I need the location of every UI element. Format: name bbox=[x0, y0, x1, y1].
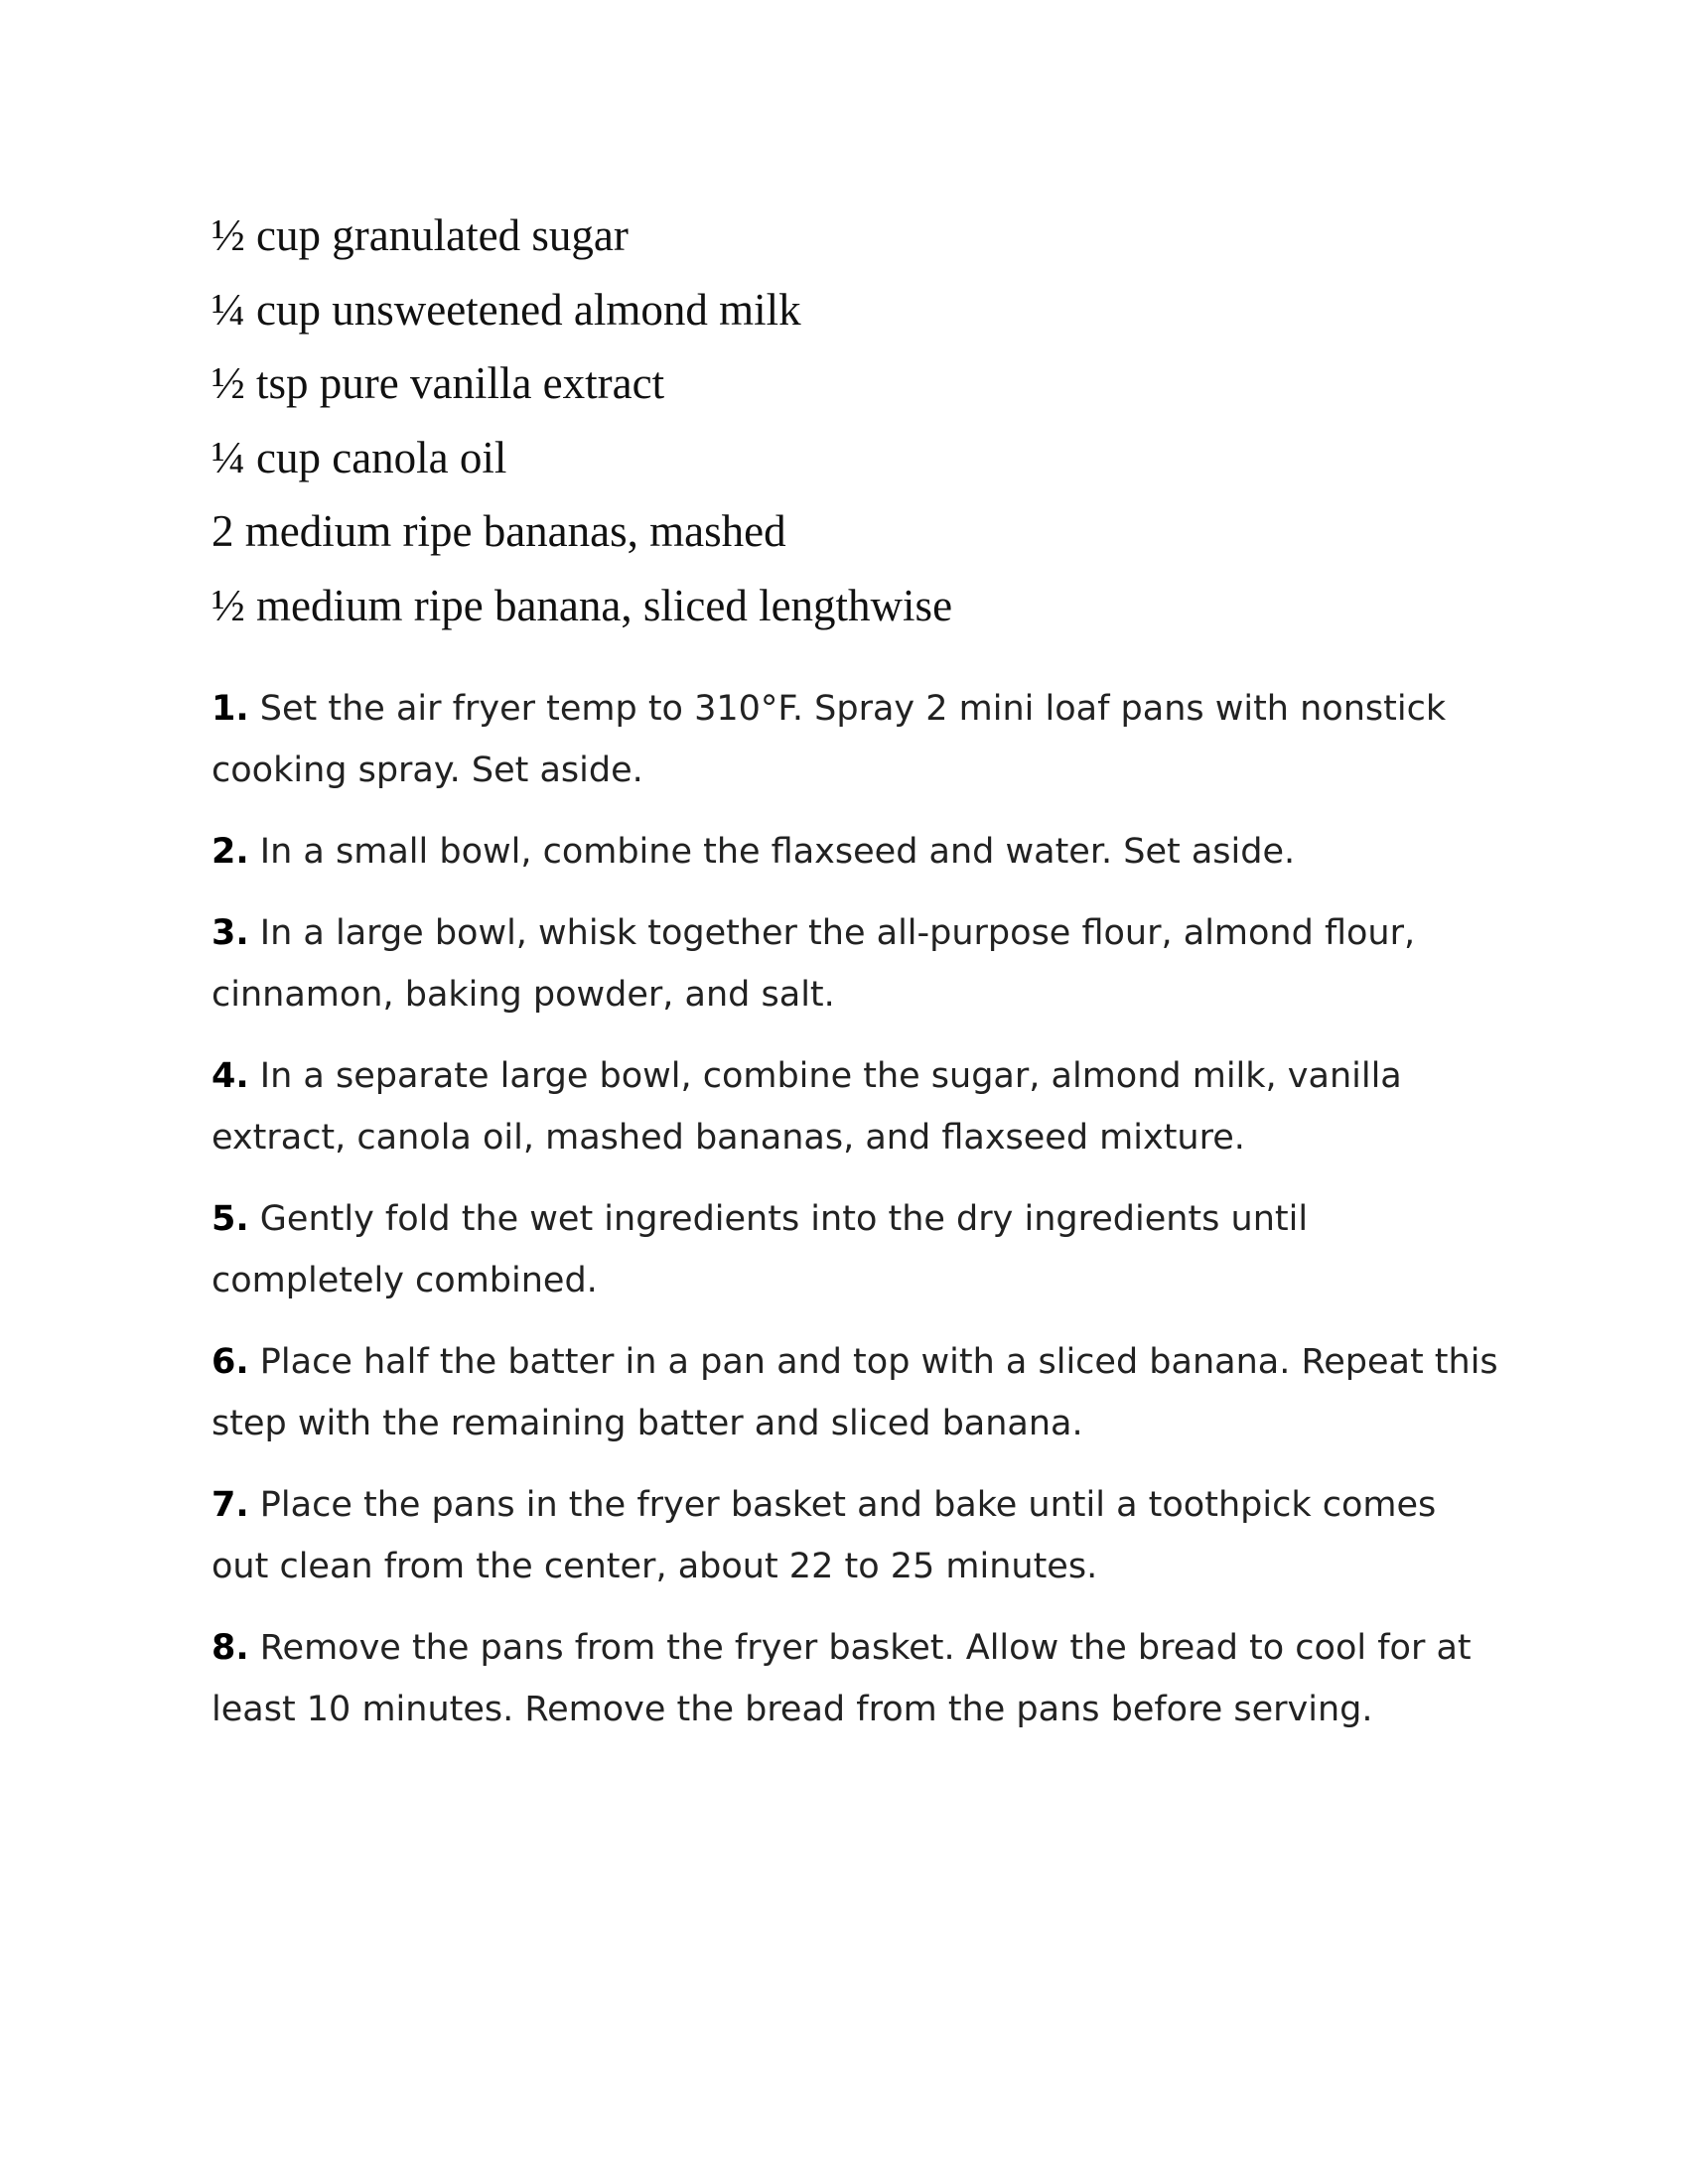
instruction-step bbox=[211, 678, 1502, 801]
instruction-step bbox=[211, 1474, 1502, 1597]
step-number: 7. bbox=[211, 1485, 249, 1525]
ingredient-item: ½ medium ripe banana, sliced lengthwise bbox=[211, 580, 953, 630]
step-text: Remove the pans from the fryer basket. Allow the bread to cool for at least 10 minutes. Remove the bread from the pans before serving. bbox=[211, 1628, 1472, 1729]
step-text: Set the air fryer temp to 310°F. Spray 2 mini loaf pans with nonstick cooking spray. Set aside. bbox=[211, 689, 1447, 790]
ingredient-item: ¼ cup unsweetened almond milk bbox=[211, 284, 801, 335]
step-text: In a large bowl, whisk together the all-purpose flour, almond flour, cinnamon, baking powder, and salt. bbox=[211, 913, 1416, 1015]
instruction-step bbox=[211, 902, 1502, 1025]
step-number: 6. bbox=[211, 1342, 249, 1382]
instruction-step bbox=[211, 821, 1502, 883]
instruction-step bbox=[211, 1045, 1502, 1168]
step-number: 2. bbox=[211, 832, 249, 872]
step-number: 4. bbox=[211, 1056, 249, 1096]
ingredient-item: 2 medium ripe bananas, mashed bbox=[211, 506, 786, 556]
instruction-list bbox=[211, 678, 1502, 1740]
recipe-page bbox=[211, 199, 1502, 1760]
step-number: 3. bbox=[211, 913, 249, 953]
step-text: In a separate large bowl, combine the sugar, almond milk, vanilla extract, canola oil, mashed bananas, and flaxseed mixture. bbox=[211, 1056, 1402, 1158]
step-text: In a small bowl, combine the flaxseed and water. Set aside. bbox=[259, 832, 1296, 872]
instruction-step bbox=[211, 1331, 1502, 1454]
ingredient-item: ¼ cup canola oil bbox=[211, 432, 507, 482]
step-text: Gently fold the wet ingredients into the dry ingredients until completely combined. bbox=[211, 1199, 1309, 1300]
step-number: 8. bbox=[211, 1628, 249, 1668]
ingredient-item: ½ tsp pure vanilla extract bbox=[211, 358, 665, 408]
ingredient-item: ½ cup granulated sugar bbox=[211, 210, 629, 260]
step-text: Place the pans in the fryer basket and bake until a toothpick comes out clean from the center, about 22 to 25 minutes. bbox=[211, 1485, 1437, 1586]
step-number: 5. bbox=[211, 1199, 249, 1239]
instruction-step bbox=[211, 1617, 1502, 1740]
step-text: Place half the batter in a pan and top with a sliced banana. Repeat this step with the remaining batter and sliced banana. bbox=[211, 1342, 1498, 1443]
instruction-step bbox=[211, 1188, 1502, 1311]
step-number: 1. bbox=[211, 689, 249, 729]
ingredient-list bbox=[211, 199, 1502, 642]
